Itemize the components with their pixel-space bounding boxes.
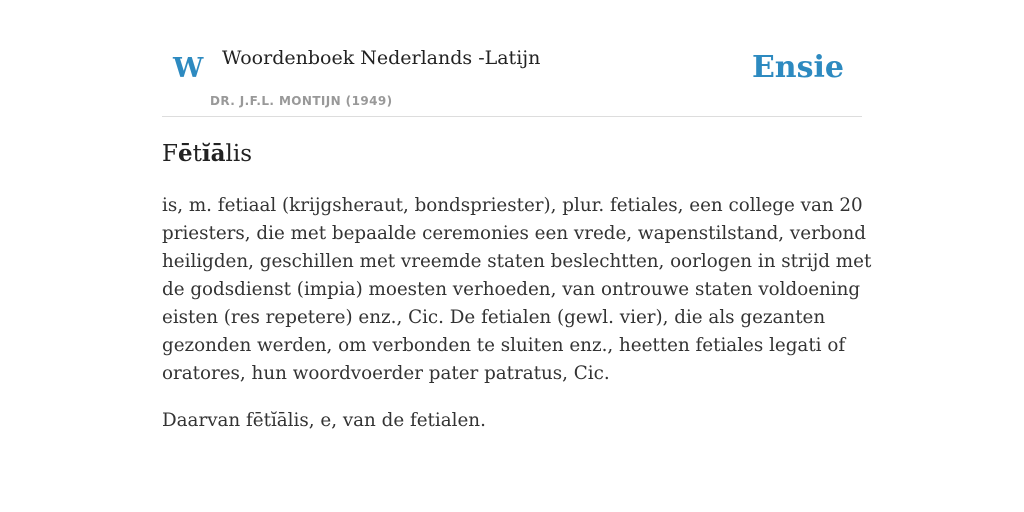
entry-derivation: Daarvan fētĭālis, e, van de fetialen. xyxy=(162,410,486,431)
headword-part: t xyxy=(192,141,202,167)
headword-part: ā xyxy=(210,140,226,167)
book-title-link[interactable]: Woordenboek Nederlands -Latijn xyxy=(222,47,541,69)
ensie-logo-link[interactable]: Ensie xyxy=(751,50,844,85)
entry-headword xyxy=(162,140,252,167)
entry-definition: is, m. fetiaal (krijgsheraut, bondspriester), plur. fetiales, een college van 20 priesters, die met bepaalde ceremonies een vrede, wapenstilstand, verbond heiligden, geschillen met vreemde staten beslechtten, oorlogen in strijd met de godsdienst (impia) moesten verhoeden, van ontrouwe staten voldoening eisten (res repetere) enz., Cic. De fetialen (gewl. vier), die als gezanten gezonden werden, om verbonden te sluiten enz., heetten fetiales legati of oratores, hun woordvoerder pater patratus, Cic. xyxy=(162,195,872,384)
headword-part: ē xyxy=(177,140,193,167)
headword-part: F xyxy=(162,141,178,167)
book-letter-logo[interactable]: W xyxy=(173,53,204,84)
headword-part: ĭ xyxy=(201,140,211,167)
headword-part: lis xyxy=(225,141,253,167)
dictionary-header xyxy=(162,40,862,117)
book-author: DR. J.F.L. MONTIJN (1949) xyxy=(210,94,393,108)
